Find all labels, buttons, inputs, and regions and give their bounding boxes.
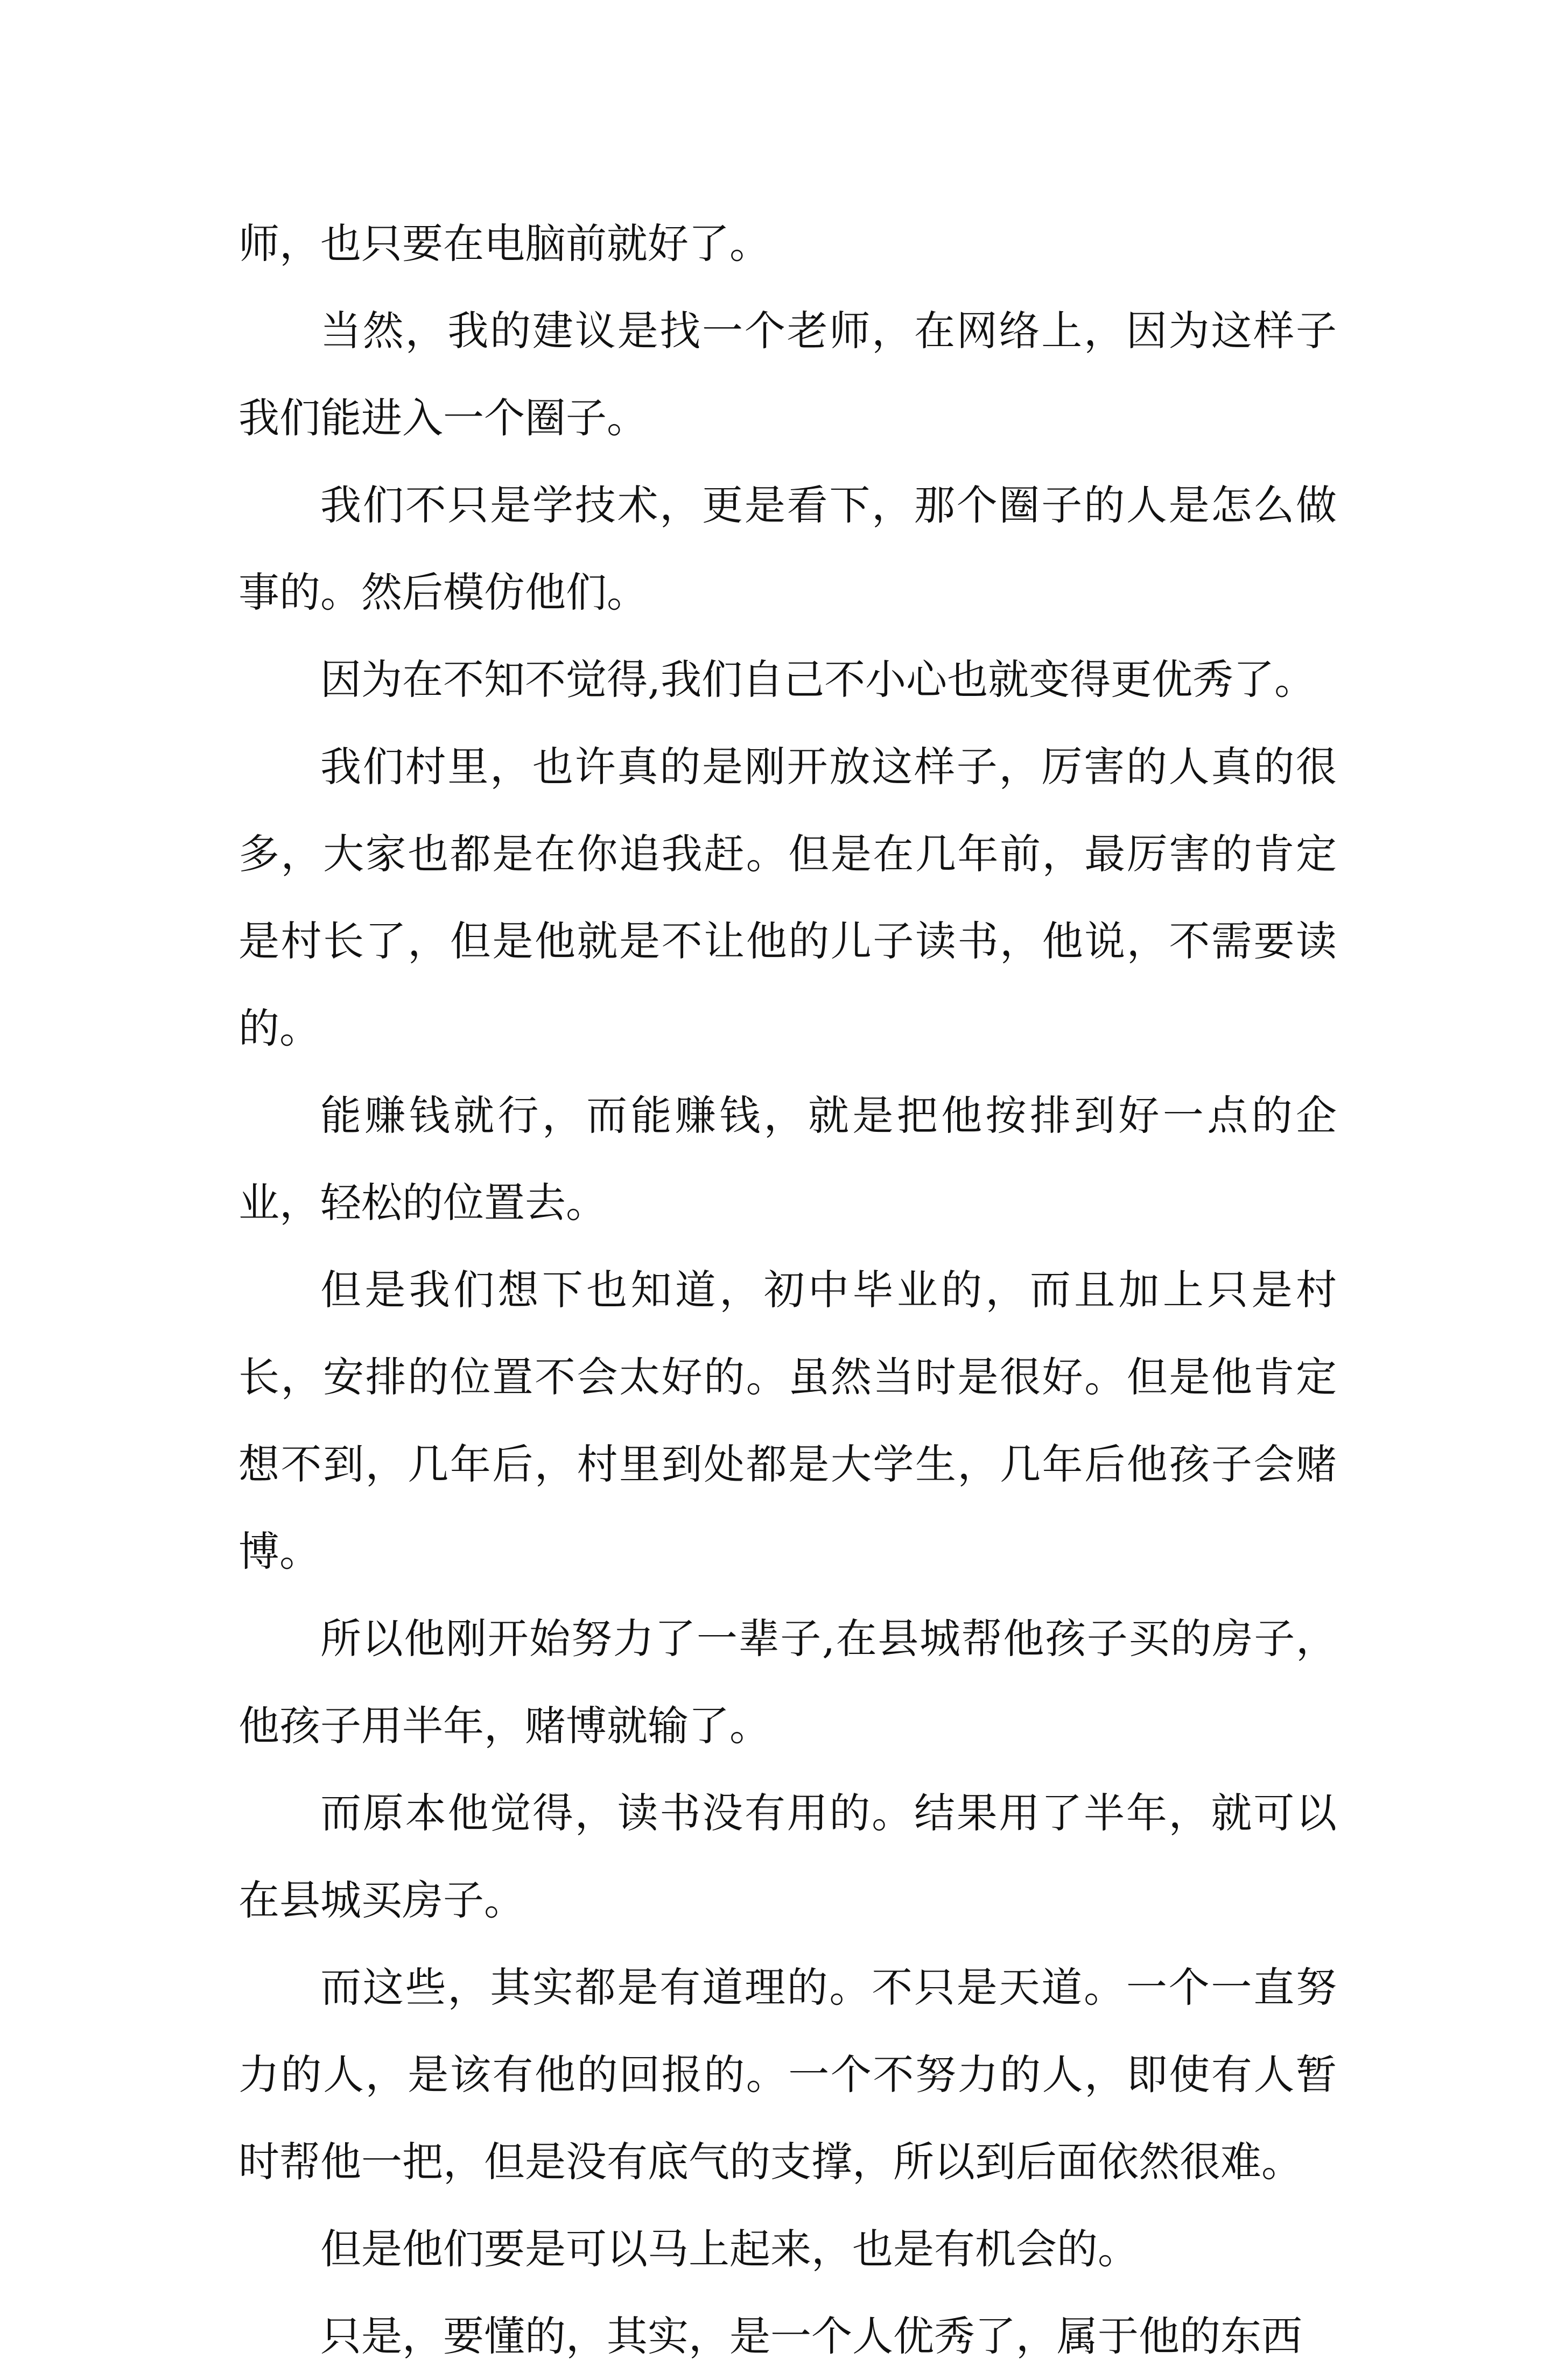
body-text — [238, 200, 1337, 2380]
paragraph: 只是，要懂的，其实，是一个人优秀了，属于他的东西 — [320, 2312, 1302, 2360]
paragraph: 所以他刚开始努力了一辈子,在县城帮他孩子买的房子，他孩子用半年，赌博就输了。 — [238, 1615, 1337, 1750]
paragraph-continuation: 师，也只要在电脑前就好了。 — [238, 220, 770, 267]
paragraph: 而原本他觉得，读书没有用的。结果用了半年，就可以在县城买房子。 — [238, 1789, 1337, 1924]
paragraph: 但是他们要是可以马上起来，也是有机会的。 — [320, 2225, 1139, 2273]
paragraph: 因为在不知不觉得,我们自己不小心也就变得更优秀了。 — [320, 656, 1316, 703]
paragraph: 而这些，其实都是有道理的。不只是天道。一个一直努力的人，是该有他的回报的。一个不努力的人，即使有人暂时帮他一把，但是没有底气的支撑，所以到后面依然很难。 — [238, 1963, 1337, 2186]
paragraph: 我们不只是学技术，更是看下，那个圈子的人是怎么做事的。然后模仿他们。 — [238, 481, 1337, 616]
paragraph: 当然，我的建议是找一个老师，在网络上，因为这样子我们能进入一个圈子。 — [238, 307, 1337, 442]
paragraph: 能赚钱就行，而能赚钱，就是把他按排到好一点的企业，轻松的位置去。 — [238, 1092, 1337, 1227]
paragraph: 但是我们想下也知道，初中毕业的，而且加上只是村长，安排的位置不会太好的。虽然当时是很好。但是他肯定想不到，几年后，村里到处都是大学生，几年后他孩子会赌博。 — [238, 1266, 1337, 1575]
paragraph: 我们村里，也许真的是刚开放这样子，厉害的人真的很多，大家也都是在你追我赶。但是在几年前，最厉害的肯定是村长了，但是他就是不让他的儿子读书，他说，不需要读的。 — [238, 743, 1337, 1052]
